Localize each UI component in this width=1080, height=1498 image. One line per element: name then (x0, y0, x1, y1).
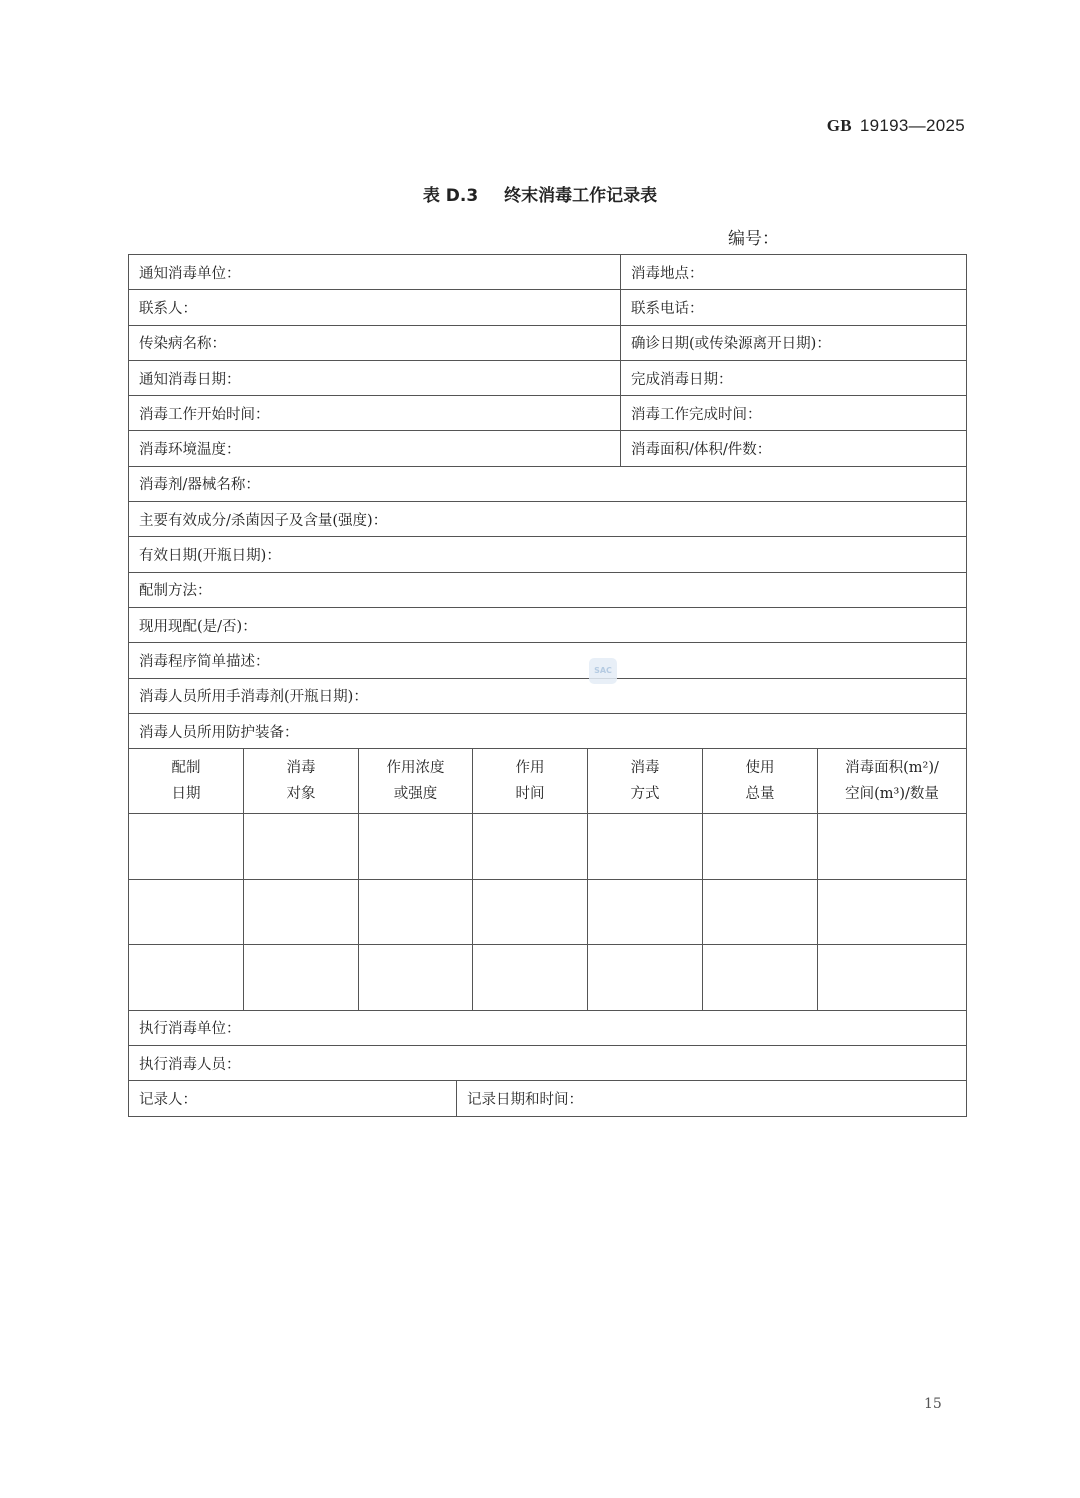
form-row (129, 466, 967, 501)
field-hand-disinfectant[interactable]: 消毒人员所用手消毒剂(开瓶日期)： (129, 678, 967, 713)
grid-header-prep-date: 配制 日期 (129, 749, 244, 814)
grid-cell[interactable] (818, 814, 967, 880)
grid-cell[interactable] (359, 879, 473, 945)
grid-header-area: 消毒面积(m²)/ 空间(m³)/数量 (818, 749, 967, 814)
grid-data-row (129, 879, 967, 945)
grid-cell[interactable] (818, 879, 967, 945)
field-area-volume-count[interactable]: 消毒面积/体积/件数： (621, 431, 967, 466)
grid-cell[interactable] (588, 879, 703, 945)
field-start-time[interactable]: 消毒工作开始时间： (129, 396, 621, 431)
form-row (129, 607, 967, 642)
form-row (129, 537, 967, 572)
grid-cell[interactable] (244, 879, 359, 945)
form-row (129, 643, 967, 678)
field-disinfectant-name[interactable]: 消毒剂/器械名称： (129, 466, 967, 501)
form-row (129, 572, 967, 607)
grid-cell[interactable] (588, 814, 703, 880)
standard-number: GB 19193—2025 (826, 116, 965, 135)
grid-data-row (129, 945, 967, 1011)
field-expiry-date[interactable]: 有效日期(开瓶日期)： (129, 537, 967, 572)
form-row (129, 396, 967, 431)
form-row (129, 678, 967, 713)
field-protective-equipment[interactable]: 消毒人员所用防护装备： (129, 713, 967, 748)
field-contact-phone[interactable]: 联系电话： (621, 290, 967, 325)
form-row (129, 360, 967, 395)
form-row (129, 502, 967, 537)
grid-header-concentration: 作用浓度 或强度 (359, 749, 473, 814)
grid-cell[interactable] (703, 945, 818, 1011)
field-completion-date[interactable]: 完成消毒日期： (621, 360, 967, 395)
field-disease-name[interactable]: 传染病名称： (129, 325, 621, 360)
field-disinfection-location[interactable]: 消毒地点： (621, 255, 967, 290)
field-contact-person[interactable]: 联系人： (129, 290, 621, 325)
field-ambient-temperature[interactable]: 消毒环境温度： (129, 431, 621, 466)
grid-header-object: 消毒 对象 (244, 749, 359, 814)
field-notify-date[interactable]: 通知消毒日期： (129, 360, 621, 395)
field-finish-time[interactable]: 消毒工作完成时间： (621, 396, 967, 431)
form-row (129, 1081, 967, 1116)
grid-cell[interactable] (129, 879, 244, 945)
disinfection-record-table (128, 254, 967, 1117)
field-executing-unit[interactable]: 执行消毒单位： (129, 1010, 967, 1045)
table-number: 表 D.3 (422, 186, 479, 206)
serial-number-label: 编号： (728, 229, 779, 249)
grid-cell[interactable] (818, 945, 967, 1011)
grid-cell[interactable] (244, 945, 359, 1011)
table-name: 终末消毒工作记录表 (504, 186, 658, 206)
grid-header-total-usage: 使用 总量 (703, 749, 818, 814)
grid-cell[interactable] (703, 814, 818, 880)
form-row (129, 255, 967, 290)
grid-cell[interactable] (588, 945, 703, 1011)
field-notify-unit[interactable]: 通知消毒单位： (129, 255, 621, 290)
field-active-ingredient[interactable]: 主要有效成分/杀菌因子及含量(强度)： (129, 502, 967, 537)
page-number: 15 (924, 1396, 942, 1412)
grid-cell[interactable] (244, 814, 359, 880)
form-row (129, 431, 967, 466)
form-row (129, 713, 967, 748)
form-row (129, 1010, 967, 1045)
field-preparation-method[interactable]: 配制方法： (129, 572, 967, 607)
field-recorder[interactable]: 记录人： (129, 1081, 457, 1116)
grid-header-action-time: 作用 时间 (473, 749, 588, 814)
grid-cell[interactable] (359, 814, 473, 880)
field-executing-staff[interactable]: 执行消毒人员： (129, 1045, 967, 1080)
grid-data-row (129, 814, 967, 880)
field-freshly-prepared[interactable]: 现用现配(是/否)： (129, 607, 967, 642)
sac-watermark-logo: SAC (589, 658, 617, 684)
grid-cell[interactable] (473, 814, 588, 880)
grid-cell[interactable] (473, 879, 588, 945)
form-row (129, 1045, 967, 1080)
grid-cell[interactable] (129, 945, 244, 1011)
form-row (129, 290, 967, 325)
grid-cell[interactable] (473, 945, 588, 1011)
form-row (129, 325, 967, 360)
field-record-datetime[interactable]: 记录日期和时间： (457, 1081, 967, 1116)
table-title (0, 181, 1080, 206)
grid-cell[interactable] (129, 814, 244, 880)
grid-cell[interactable] (359, 945, 473, 1011)
field-procedure-description[interactable]: 消毒程序简单描述： (129, 643, 967, 678)
grid-cell[interactable] (703, 879, 818, 945)
grid-header-method: 消毒 方式 (588, 749, 703, 814)
grid-header-row (129, 749, 967, 814)
field-diagnosis-date[interactable]: 确诊日期(或传染源离开日期)： (621, 325, 967, 360)
